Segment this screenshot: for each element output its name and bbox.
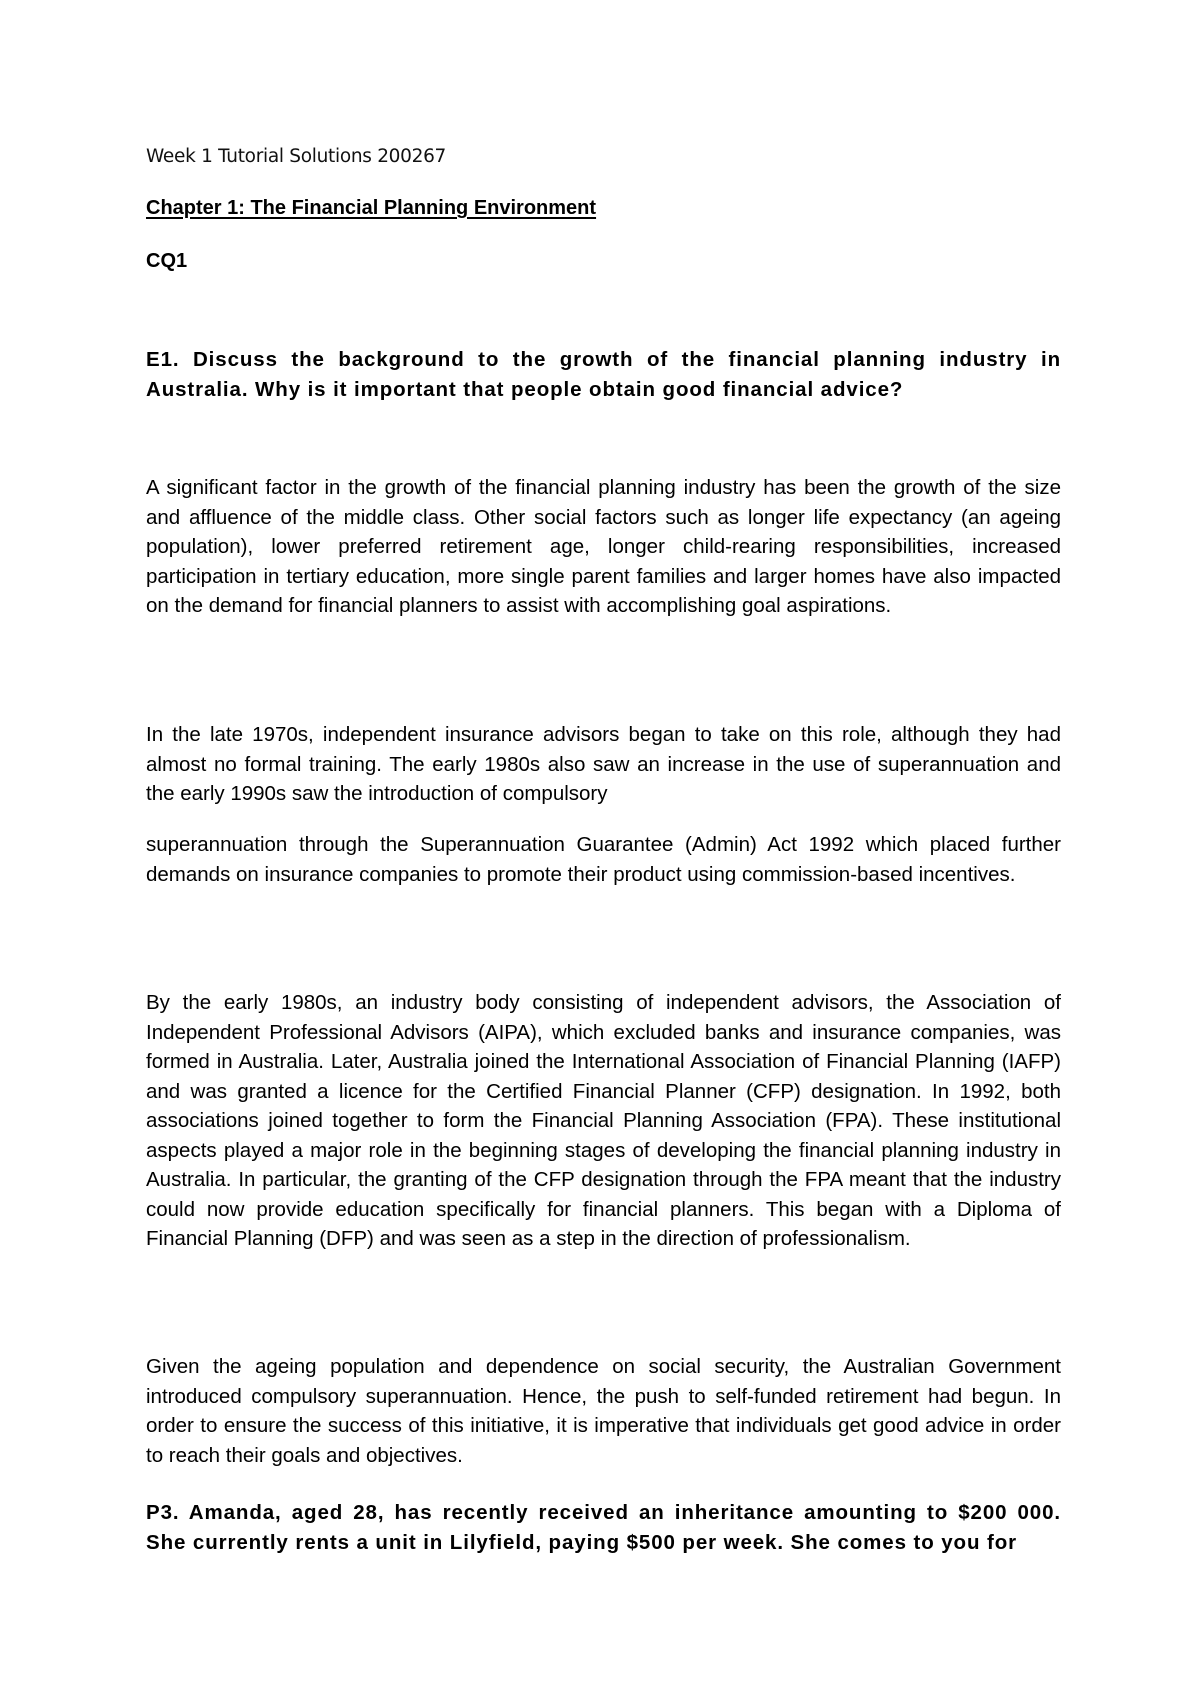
question-e1: E1. Discuss the background to the growth of the financial planning industry in Australia. Why is it important that people obtain good financial advice?	[146, 348, 1061, 401]
section-label: CQ1	[146, 250, 188, 272]
paragraph-2: In the late 1970s, independent insurance advisors began to take on this role, although they had almost no formal training. The early 1980s also saw an increase in the use of superannuation and the early 1990s saw the introduction of compulsory	[146, 723, 1061, 805]
question-p3: P3. Amanda, aged 28, has recently received an inheritance amounting to $200 000. She currently rents a unit in Lilyfield, paying $500 per week. She comes to you for	[146, 1501, 1061, 1554]
paragraph-4: By the early 1980s, an industry body consisting of independent advisors, the Association of Independent Professional Advisors (AIPA), which excluded banks and insurance companies, was formed in Australia. Later, Australia joined the International Association of Financial Planning (IAFP) and was granted a licence for the Certified Financial Planner (CFP) designation. In 1992, both associations joined together to form the Financial Planning Association (FPA). These institutional aspects played a major role in the beginning stages of developing the financial planning industry in Australia. In particular, the granting of the CFP designation through the FPA meant that the industry could now provide education specifically for financial planners. This began with a Diploma of Financial Planning (DFP) and was seen as a step in the direction of professionalism.	[146, 991, 1061, 1250]
document-header-title: Week 1 Tutorial Solutions 200267	[146, 146, 447, 167]
paragraph-5: Given the ageing population and dependence on social security, the Australian Government introduced compulsory superannuation. Hence, the push to self-funded retirement had begun. In order to ensure the success of this initiative, it is imperative that individuals get good advice in order to reach their goals and objectives.	[146, 1355, 1061, 1467]
paragraph-3: superannuation through the Superannuation Guarantee (Admin) Act 1992 which placed further demands on insurance companies to promote their product using commission-based incentives.	[146, 833, 1061, 886]
chapter-heading: Chapter 1: The Financial Planning Environment	[146, 197, 597, 219]
paragraph-1: A significant factor in the growth of the financial planning industry has been the growth of the size and affluence of the middle class. Other social factors such as longer life expectancy (an ageing population), lower preferred retirement age, longer child-rearing responsibilities, increased participation in tertiary education, more single parent families and larger homes have also impacted on the demand for financial planners to assist with accomplishing goal aspirations.	[146, 476, 1061, 617]
